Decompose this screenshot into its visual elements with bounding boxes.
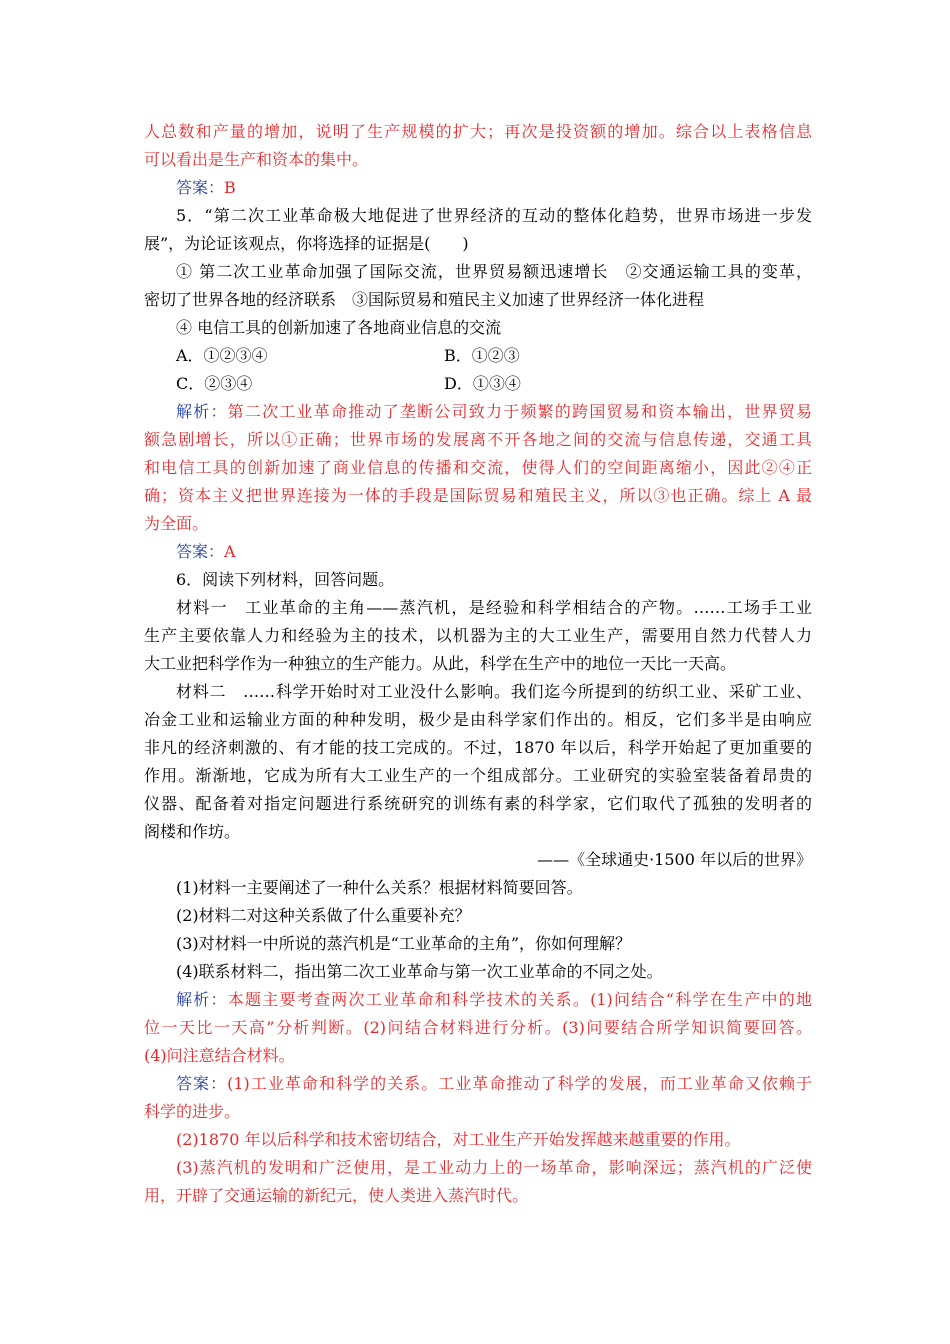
q6-subquestion-3: (3)对材料一中所说的蒸汽机是“工业革命的主角”，你如何理解？ bbox=[176, 934, 632, 953]
q6-answer-line: 用，开辟了交通运输的新纪元，使人类进入蒸汽时代。 bbox=[144, 1186, 529, 1205]
q5-item-line: ④ 电信工具的创新加速了各地商业信息的交流 bbox=[176, 318, 502, 337]
q6-analysis-line: 位一天比一天高”分析判断。(2)问结合材料进行分析。(3)问要结合所学知识简要回答。 bbox=[144, 1018, 812, 1037]
q6-material-two-line: 阁楼和作坊。 bbox=[144, 822, 241, 841]
q5-analysis-line bbox=[176, 398, 812, 426]
q5-analysis-line: 确；资本主义把世界连接为一体的手段是国际贸易和殖民主义，所以③也正确。综上 A 最 bbox=[144, 486, 812, 505]
analysis-text: 本题主要考查两次工业革命和科学技术的关系。(1)问结合“科学在生产中的地 bbox=[227, 990, 812, 1009]
q5-stem-line: 5．“第二次工业革命极大地促进了世界经济的互动的整体化趋势，世界市场进一步发 bbox=[176, 206, 812, 225]
q5-option-a: A．①②③④ bbox=[176, 346, 268, 365]
q5-analysis-line: 为全面。 bbox=[144, 514, 209, 533]
q6-answer-line: (2)1870 年以后科学和技术密切结合，对工业生产开始发挥越来越重要的作用。 bbox=[176, 1130, 741, 1149]
q5-answer bbox=[176, 538, 812, 566]
q6-subquestion-2: (2)材料二对这种关系做了什么重要补充？ bbox=[176, 906, 471, 925]
q6-answer-line: (3)蒸汽机的发明和广泛使用，是工业动力上的一场革命，影响深远；蒸汽机的广泛使 bbox=[176, 1158, 812, 1177]
q6-stem: 6．阅读下列材料，回答问题。 bbox=[176, 570, 395, 589]
answer-label: 答案： bbox=[176, 178, 225, 197]
q6-material-two-line: 非凡的经济刺激的、有才能的技工完成的。不过，1870 年以后，科学开始起了更加重要的 bbox=[144, 738, 812, 757]
q6-analysis-line: (4)问注意结合材料。 bbox=[144, 1046, 295, 1065]
analysis-label: 解析： bbox=[176, 990, 228, 1009]
answer-text: (1)工业革命和科学的关系。工业革命推动了科学的发展，而工业革命又依赖于 bbox=[227, 1074, 812, 1093]
answer-value: A bbox=[224, 542, 236, 561]
q5-option-c: C．②③④ bbox=[176, 374, 253, 393]
q6-source-citation: ——《全球通史·1500 年以后的世界》 bbox=[537, 850, 812, 869]
q5-analysis-line: 和电信工具的创新加速了商业信息的传播和交流，使得人们的空间距离缩小，因此②④正 bbox=[144, 458, 812, 477]
q4-analysis-line: 可以看出是生产和资本的集中。 bbox=[144, 150, 369, 169]
q6-material-one-line: 生产主要依靠人力和经验为主的技术，以机器为主的大工业生产，需要用自然力代替人力 bbox=[144, 626, 812, 645]
q5-item-line: 密切了世界各地的经济联系 ③国际贸易和殖民主义加速了世界经济一体化进程 bbox=[144, 290, 705, 309]
q6-material-two-line: 作用。渐渐地，它成为所有大工业生产的一个组成部分。工业研究的实验室装备着昂贵的 bbox=[144, 766, 812, 785]
q4-analysis-line: 人总数和产量的增加，说明了生产规模的扩大；再次是投资额的增加。综合以上表格信息 bbox=[144, 122, 812, 141]
q5-option-d: D．①③④ bbox=[444, 374, 521, 393]
q5-option-b: B．①②③ bbox=[444, 346, 520, 365]
q6-material-one-line: 大工业把科学作为一种独立的生产能力。从此，科学在生产中的地位一天比一天高。 bbox=[144, 654, 737, 673]
q4-answer bbox=[176, 174, 812, 202]
q5-analysis-line: 额急剧增长，所以①正确；世界市场的发展离不开各地之间的交流与信息传递，交通工具 bbox=[144, 430, 812, 449]
q5-stem-line: 展”，为论证该观点，你将选择的证据是( ) bbox=[144, 234, 469, 253]
q6-answer-line bbox=[176, 1070, 812, 1098]
q6-material-two-line: 仪器、配备着对指定问题进行系统研究的训练有素的科学家，它们取代了孤独的发明者的 bbox=[144, 794, 812, 813]
q6-subquestion-1: (1)材料一主要阐述了一种什么关系？根据材料简要回答。 bbox=[176, 878, 583, 897]
q6-subquestion-4: (4)联系材料二，指出第二次工业革命与第一次工业革命的不同之处。 bbox=[176, 962, 663, 981]
answer-value: B bbox=[224, 178, 236, 197]
analysis-text: 第二次工业革命推动了垄断公司致力于频繁的跨国贸易和资本输出，世界贸易 bbox=[227, 402, 812, 421]
q6-material-two-line: 冶金工业和运输业方面的种种发明，极少是由科学家们作出的。相反，它们多半是由响应 bbox=[144, 710, 812, 729]
answer-label: 答案： bbox=[176, 542, 225, 561]
q5-item-line: ① 第二次工业革命加强了国际交流，世界贸易额迅速增长 ②交通运输工具的变革， bbox=[176, 262, 812, 281]
q6-material-one-line: 材料一 工业革命的主角——蒸汽机，是经验和科学相结合的产物。……工场手工业 bbox=[176, 598, 812, 617]
answer-label: 答案： bbox=[176, 1074, 228, 1093]
q6-material-two-line: 材料二 ……科学开始时对工业没什么影响。我们迄今所提到的纺织工业、采矿工业、 bbox=[176, 682, 812, 701]
analysis-label: 解析： bbox=[176, 402, 228, 421]
q6-answer-line: 科学的进步。 bbox=[144, 1102, 241, 1121]
q6-analysis-line bbox=[176, 986, 812, 1014]
